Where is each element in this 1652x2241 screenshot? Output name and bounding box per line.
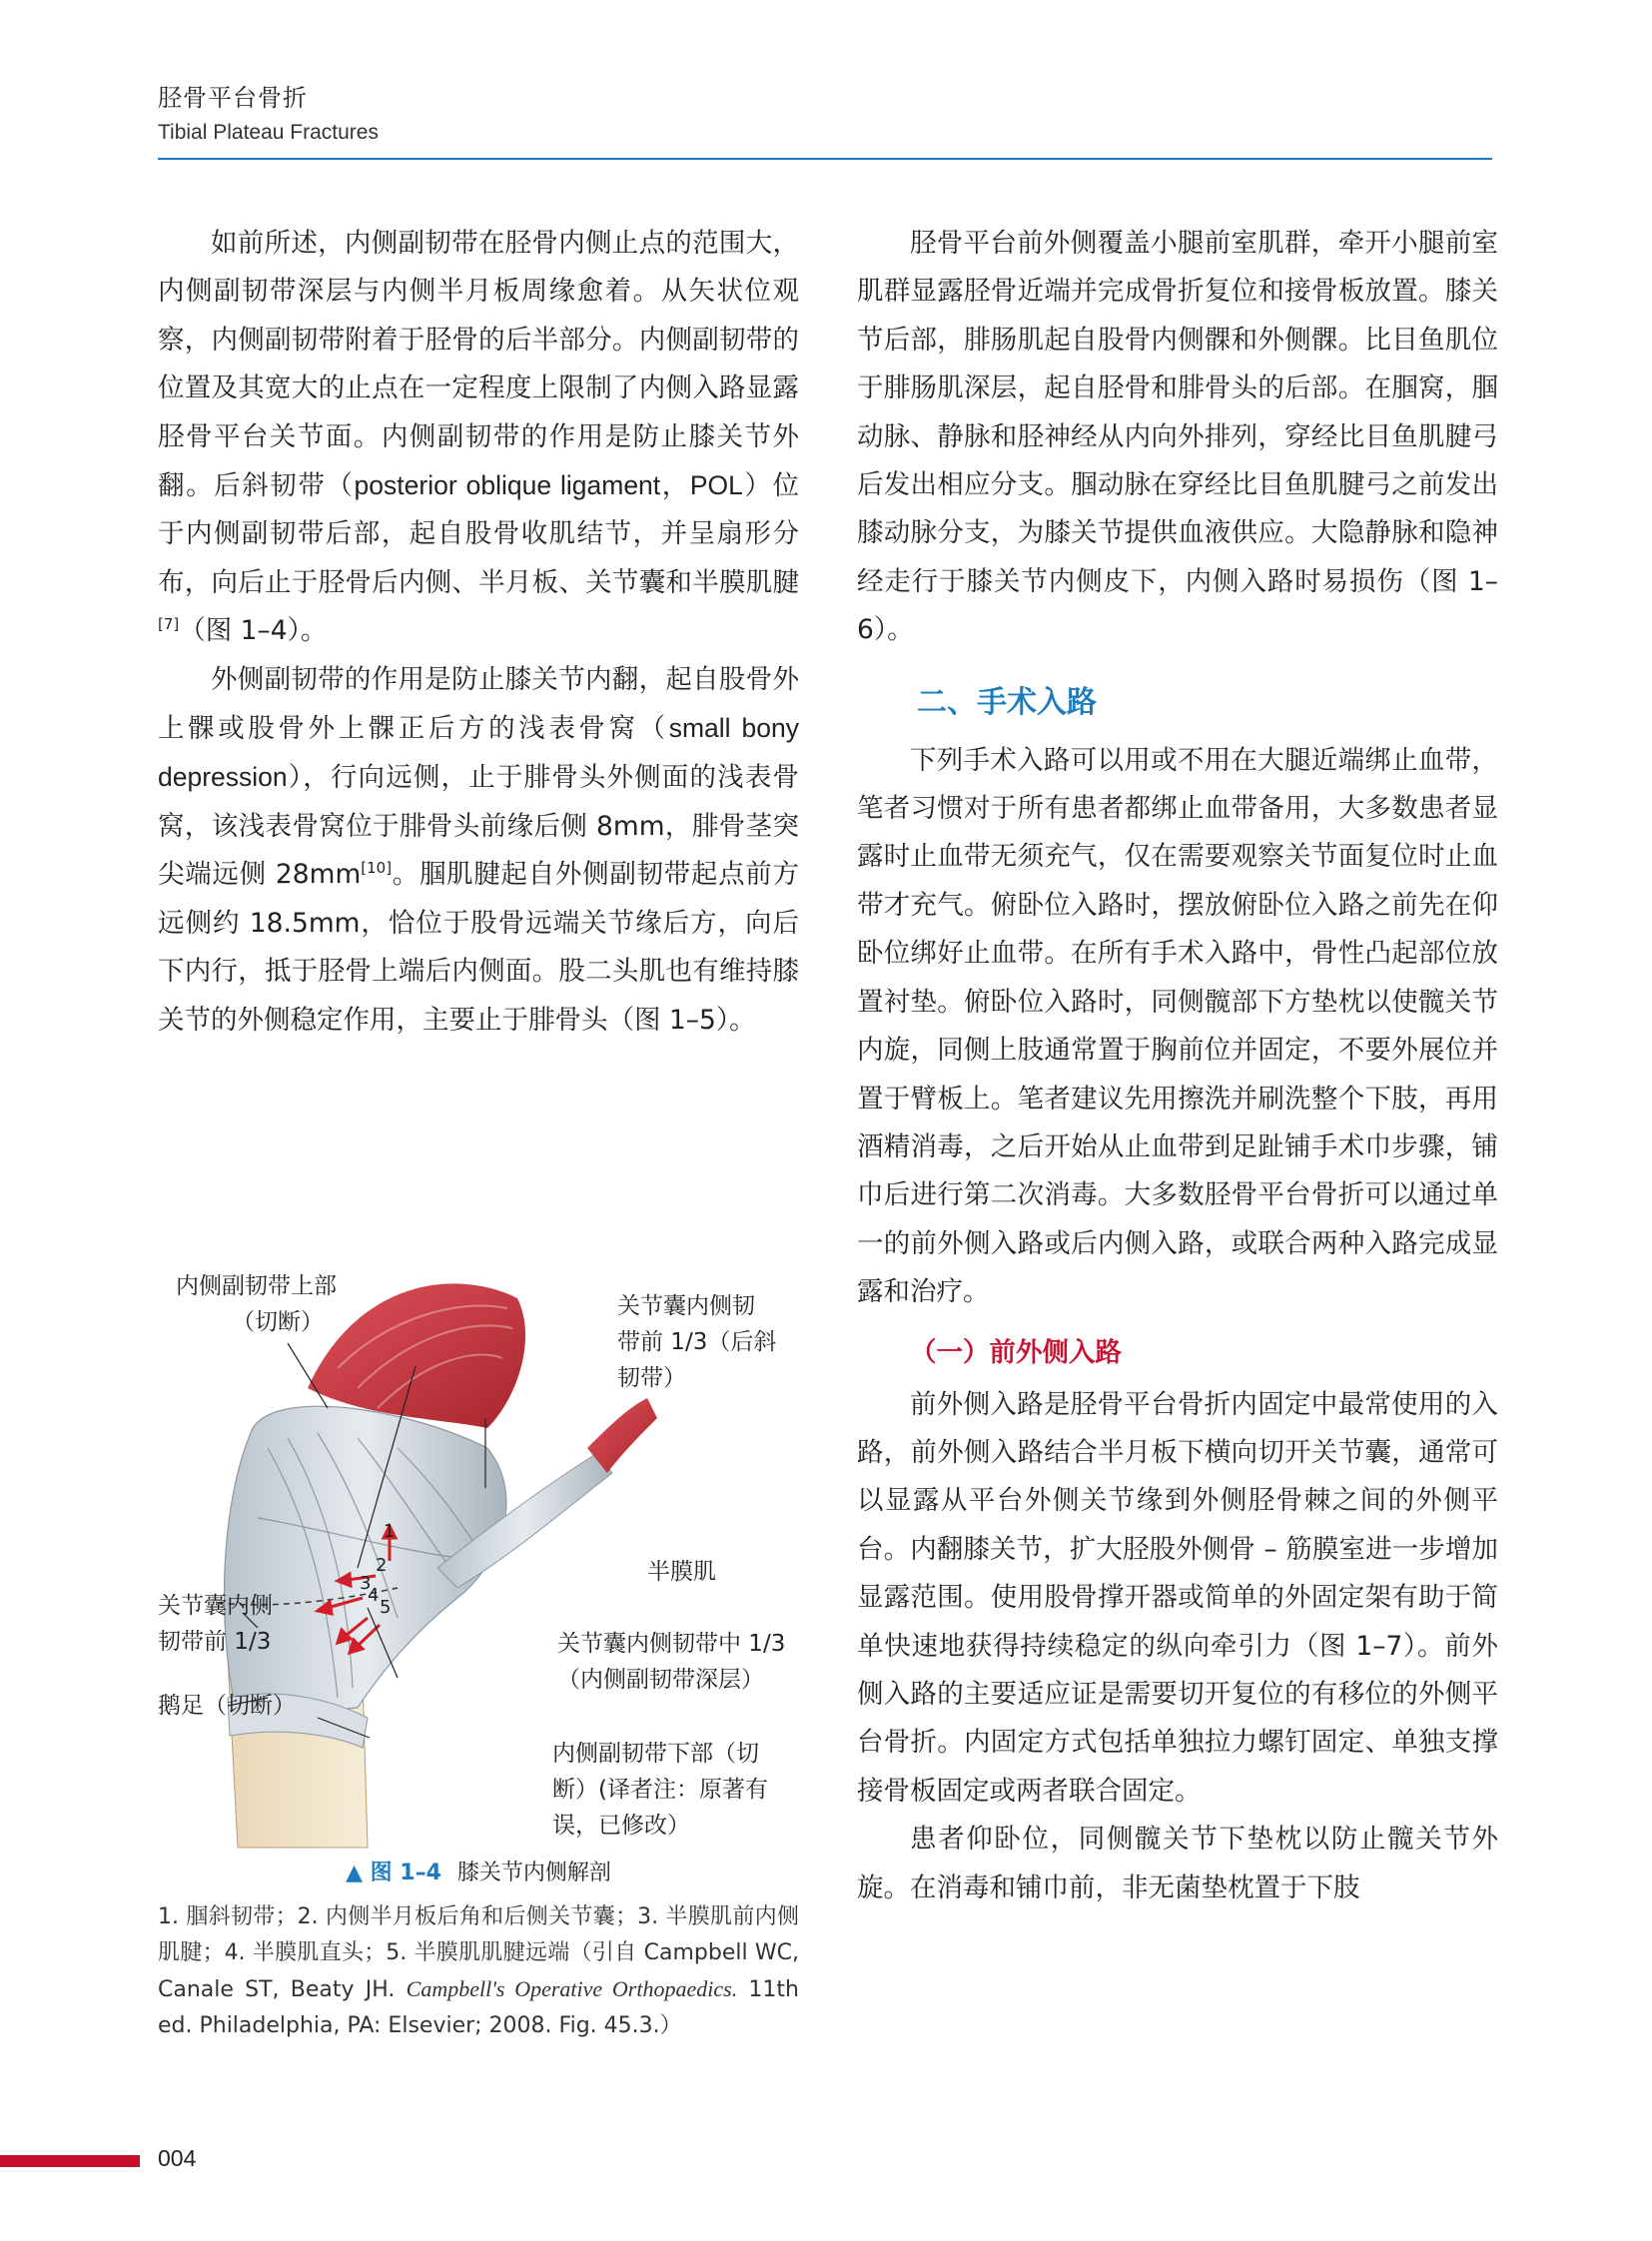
figure-legend xyxy=(158,1899,799,2044)
label-capsule-middle-third xyxy=(557,1626,785,1698)
right-paragraph-3: 前外侧入路是胫骨平台骨折内固定中最常使用的入路，前外侧入路结合半月板下横向切开关节囊，通常可以显露从平台外侧关节缘到外侧胫骨棘之间的外侧平台。内翻膝关节，扩大胫股外侧骨 – 筋膜室进一步增加显露范围。使用股骨撑开器或简单的外固定架有助于简单快速地获得持续稳定的纵向牵引力（图 1–7）。前外侧入路的主要适应证是需要切开复位的有移位的外侧平台骨折。内固定方式包括单独拉力螺钉固定、单独支撑接骨板固定或两者联合固定。 xyxy=(857,1388,1498,1807)
citation-ref[interactable]: [10] xyxy=(361,859,393,878)
text-run: 。腘肌腱起自外侧副韧带起点前方远侧约 18.5mm，恰位于股骨远端关节缘后方，向后下内行，抵于胫骨上端后内侧面。股二头肌也有维持膝关节的外侧稳定作用，主要止于腓骨头（图 1–5）。 xyxy=(158,859,800,1036)
figure-title: 膝关节内侧解剖 xyxy=(456,1861,611,1885)
text-run: （图 1–4）。 xyxy=(179,615,328,647)
label-mcl-superficial xyxy=(176,1268,337,1340)
label-line: （切断） xyxy=(232,1309,324,1335)
figure-caption xyxy=(158,1856,799,1886)
label-line: 内侧副韧带下部（切 xyxy=(552,1741,759,1767)
left-paragraph-1 xyxy=(158,220,799,656)
header-title-cn: 胫骨平台骨折 xyxy=(158,84,308,112)
text-run: ），行向远侧，止于腓骨头外侧面的浅表骨窝，该浅表骨窝位于腓骨头前缘后侧 8mm，腓骨茎突尖端远侧 28mm xyxy=(158,762,799,891)
citation-ref[interactable]: [7] xyxy=(158,615,180,634)
label-semimembranosus: 半膜肌 xyxy=(647,1559,716,1585)
header-title-en: Tibial Plateau Fractures xyxy=(158,121,379,144)
right-paragraph-1: 胫骨平台前外侧覆盖小腿前室肌群，牵开小腿前室肌群显露胫骨近端并完成骨折复位和接骨板放置。膝关节后部，腓肠肌起自股骨内侧髁和外侧髁。比目鱼肌位于腓肠肌深层，起自胫骨和腓骨头的后部。在腘窝，腘动脉、静脉和胫神经从内向外排列，穿经比目鱼肌腱弓后发出相应分支。腘动脉在穿经比目鱼肌腱弓之前发出膝动脉分支，为膝关节提供血液供应。大隐静脉和隐神经走行于膝关节内侧皮下，内侧入路时易损伤（图 1–6）。 xyxy=(857,228,1498,646)
label-line: 带前 1/3（后斜 xyxy=(617,1329,777,1355)
running-header xyxy=(158,78,379,145)
label-pes-anserinus: 鹅足（切断） xyxy=(158,1693,296,1719)
label-line: 误，已修改） xyxy=(552,1813,690,1839)
marker-4: 4 xyxy=(368,1585,380,1606)
legend-book-title: Campbell's Operative Orthopaedics. xyxy=(406,1976,738,2001)
text-run-english: small bony depression xyxy=(158,713,800,793)
label-line: 韧带前 1/3 xyxy=(158,1629,272,1655)
text-run-english: posterior oblique ligament，POL xyxy=(354,470,743,501)
marker-1: 1 xyxy=(384,1521,396,1542)
subsection-heading: （一）前外侧入路 xyxy=(910,1336,1122,1368)
marker-3: 3 xyxy=(360,1573,372,1594)
label-line: 关节囊内侧 xyxy=(158,1593,273,1619)
page-number: 004 xyxy=(158,2145,197,2171)
right-column xyxy=(857,220,1498,1912)
footer-accent-bar xyxy=(0,2155,140,2167)
text-run: 如前所述，内侧副韧带在胫骨内侧止点的范围大，内侧副韧带深层与内侧半月板周缘愈着。从矢状位观察，内侧副韧带附着于胫骨的后半部分。内侧副韧带的位置及其宽大的止点在一定程度上限制了内侧入路显露胫骨平台关节面。内侧副韧带的作用是防止膝关节外翻。后斜韧带（ xyxy=(158,228,799,502)
label-line: 关节囊内侧韧带中 1/3 xyxy=(557,1631,786,1657)
label-line: （内侧副韧带深层） xyxy=(557,1667,764,1693)
left-column xyxy=(158,220,799,1045)
label-line: 内侧副韧带上部 xyxy=(176,1273,337,1299)
right-paragraph-2: 下列手术入路可以用或不用在大腿近端绑止血带，笔者习惯对于所有患者都绑止血带备用，大多数患者显露时止血带无须充气，仅在需要观察关节面复位时止血带才充气。俯卧位入路时，摆放俯卧位入路之前先在仰卧位绑好止血带。在所有手术入路中，骨性凸起部位放置衬垫。俯卧位入路时，同侧髋部下方垫枕以使髋关节内旋，同侧上肢通常置于胸前位并固定，不要外展位并置于臂板上。笔者建议先用擦洗并刷洗整个下肢，再用酒精消毒，之后开始从止血带到足趾铺手术巾步骤，铺巾后进行第二次消毒。大多数胫骨平台骨折可以通过单一的前外侧入路或后内侧入路，或联合两种入路完成显露和治疗。 xyxy=(857,744,1498,1308)
label-capsule-anterior xyxy=(617,1288,776,1396)
figure-1-4 xyxy=(158,1258,799,1887)
label-line: 韧带） xyxy=(617,1365,686,1391)
label-mcl-inferior xyxy=(552,1736,768,1844)
legend-text: 1. 腘斜韧带；2. 内侧半月板后角和后侧关节囊；3. 半膜肌前内侧肌腱；4. 半膜肌直头；5. 半膜肌肌腱远端（引自 Campbell WC, Canale ST, Beaty JH. xyxy=(158,1904,799,2002)
figure-number: ▲ 图 1–4 xyxy=(346,1861,441,1885)
legend-text: 11th ed. Philadelphia, PA: Elsevier; 2008. Fig. 45.3.） xyxy=(158,1977,800,2038)
label-line: 断）(译者注：原著有 xyxy=(552,1777,768,1803)
left-paragraph-2 xyxy=(158,656,799,1045)
marker-2: 2 xyxy=(376,1555,388,1576)
text-run: ）位于内侧副韧带后部，起自股骨收肌结节，并呈扇形分布，向后止于胫骨后内侧、半月板、关节囊和半膜肌腱 xyxy=(158,470,799,598)
marker-5: 5 xyxy=(380,1597,392,1618)
right-paragraph-4: 患者仰卧位，同侧髋关节下垫枕以防止髋关节外旋。在消毒和铺巾前，非无菌垫枕置于下肢 xyxy=(857,1824,1498,1903)
text-run: 外侧副韧带的作用是防止膝关节内翻，起自股骨外上髁或股骨外上髁正后方的浅表骨窝（ xyxy=(158,663,799,745)
section-heading: 二、手术入路 xyxy=(917,684,1097,720)
label-capsule-anterior-third xyxy=(158,1588,273,1660)
header-rule xyxy=(158,158,1492,160)
label-line: 关节囊内侧韧 xyxy=(617,1293,755,1319)
